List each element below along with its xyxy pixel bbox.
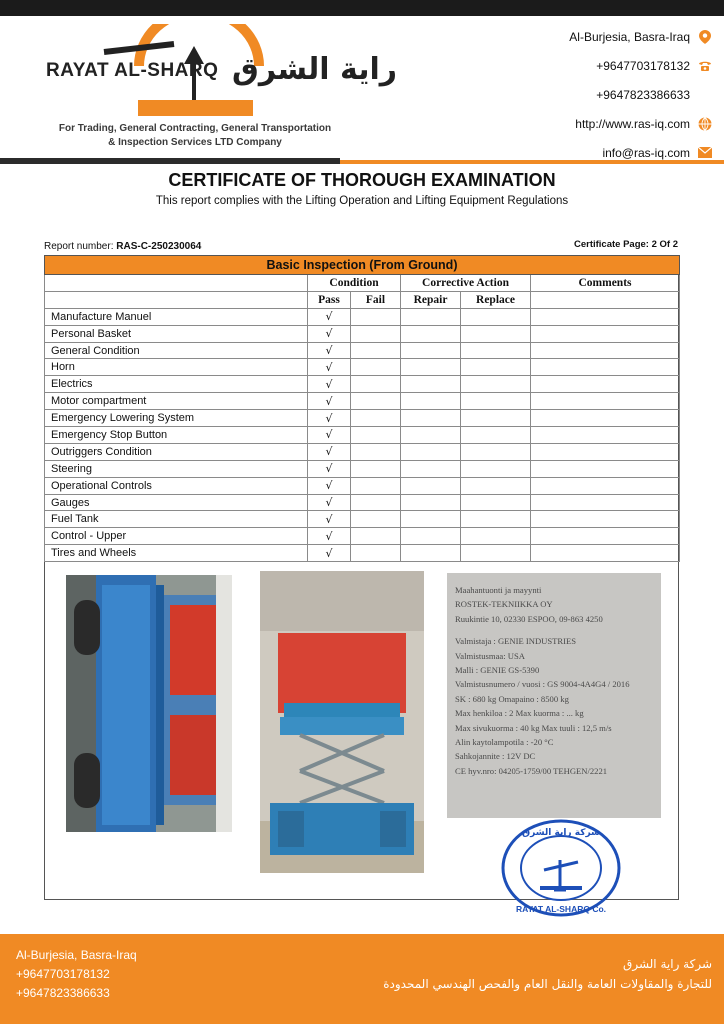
row-item-label: Electrics [45, 376, 308, 393]
contact-website-link[interactable]: http://www.ras-iq.com [575, 116, 690, 131]
row-repair-cell [401, 528, 461, 545]
table-row [45, 494, 680, 511]
row-replace-cell [461, 528, 531, 545]
row-repair-cell [401, 410, 461, 427]
row-pass-check: √ [308, 427, 351, 444]
nameplate-line: Max henkiloa : 2 Max kuorma : ... kg [455, 708, 584, 719]
photo-scissor-lift-side [66, 575, 232, 832]
header-divider-orange [340, 160, 724, 164]
row-pass-check: √ [308, 460, 351, 477]
inspection-rows [45, 308, 680, 561]
row-replace-cell [461, 460, 531, 477]
row-comments-cell [531, 410, 680, 427]
row-pass-check: √ [308, 511, 351, 528]
footer-address: Al-Burjesia, Basra-Iraq [16, 948, 137, 962]
row-comments-cell [531, 443, 680, 460]
table-header-row-2 [45, 291, 680, 308]
row-pass-check: √ [308, 494, 351, 511]
row-repair-cell [401, 376, 461, 393]
row-replace-cell [461, 325, 531, 342]
page-subtitle: This report complies with the Lifting Operation and Lifting Equipment Regulations [155, 195, 569, 207]
row-replace-cell [461, 342, 531, 359]
company-tagline [40, 122, 350, 150]
section-title: Basic Inspection (From Ground) [45, 256, 680, 275]
table-row [45, 359, 680, 376]
nameplate-line: Valmistaja : GENIE INDUSTRIES [455, 636, 577, 647]
header-fail: Fail [351, 291, 401, 308]
row-pass-check: √ [308, 342, 351, 359]
row-fail-cell [351, 410, 401, 427]
nameplate-line: Max sivukuorma : 40 kg Max tuuli : 12,5 m/s [455, 722, 612, 733]
table-header-row-1 [45, 275, 680, 292]
location-pin-icon [698, 30, 712, 44]
row-comments-cell [531, 427, 680, 444]
table-row [45, 393, 680, 410]
row-fail-cell [351, 325, 401, 342]
contact-email-link[interactable]: info@ras-iq.com [602, 145, 690, 160]
row-fail-cell [351, 342, 401, 359]
row-pass-check: √ [308, 545, 351, 562]
row-repair-cell [401, 325, 461, 342]
footer [0, 934, 724, 1024]
row-replace-cell [461, 477, 531, 494]
row-replace-cell [461, 443, 531, 460]
row-pass-check: √ [308, 410, 351, 427]
stamp-text-top: شركة راية الشرق [522, 828, 600, 838]
header-contacts [452, 22, 712, 167]
nameplate-line: Valmistusmaa: USA [455, 650, 525, 661]
row-item-label: Tires and Wheels [45, 545, 308, 562]
row-comments-cell [531, 545, 680, 562]
nameplate-line: SK : 680 kg Omapaino : 8500 kg [455, 693, 569, 704]
header-divider [0, 158, 724, 164]
table-row [45, 342, 680, 359]
contact-phone-2 [452, 80, 712, 109]
row-comments-cell [531, 494, 680, 511]
header-blank-2 [45, 291, 308, 308]
row-item-label: Emergency Stop Button [45, 427, 308, 444]
contact-address [452, 22, 712, 51]
header-blank-3 [531, 291, 680, 308]
row-fail-cell [351, 460, 401, 477]
contact-phone-1 [452, 51, 712, 80]
row-item-label: Emergency Lowering System [45, 410, 308, 427]
header-repair: Repair [401, 291, 461, 308]
row-comments-cell [531, 342, 680, 359]
tagline-line-1: For Trading, General Contracting, General Transportation [58, 123, 332, 134]
row-repair-cell [401, 359, 461, 376]
row-pass-check: √ [308, 325, 351, 342]
row-pass-check: √ [308, 528, 351, 545]
row-pass-check: √ [308, 477, 351, 494]
row-comments-cell [531, 376, 680, 393]
header-condition: Condition [308, 275, 401, 292]
nameplate-text [455, 583, 655, 778]
header-divider-dark [0, 158, 340, 164]
row-replace-cell [461, 494, 531, 511]
tagline-line-2: & Inspection Services LTD Company [108, 137, 282, 148]
row-replace-cell [461, 393, 531, 410]
table-row [45, 545, 680, 562]
header-blank [45, 275, 308, 292]
photo-nameplate [447, 573, 661, 818]
row-fail-cell [351, 494, 401, 511]
row-item-label: Personal Basket [45, 325, 308, 342]
stamp-text-bottom: RAYAT AL-SHARQ Co. [515, 904, 607, 914]
page-title: CERTIFICATE OF THOROUGH EXAMINATION [168, 170, 556, 190]
row-pass-check: √ [308, 393, 351, 410]
header-replace: Replace [461, 291, 531, 308]
row-replace-cell [461, 376, 531, 393]
company-stamp [500, 818, 622, 918]
row-comments-cell [531, 393, 680, 410]
contact-address-text: Al-Burjesia, Basra-Iraq [569, 29, 690, 44]
table-row [45, 410, 680, 427]
row-fail-cell [351, 477, 401, 494]
row-comments-cell [531, 460, 680, 477]
footer-phone-2[interactable]: +9647823386633 [16, 986, 110, 1000]
row-replace-cell [461, 427, 531, 444]
row-repair-cell [401, 460, 461, 477]
row-item-label: Motor compartment [45, 393, 308, 410]
top-bar [0, 0, 724, 16]
inspection-table [44, 255, 680, 562]
contact-phone-2-text[interactable]: +9647823386633 [596, 87, 690, 102]
row-pass-check: √ [308, 308, 351, 325]
footer-company-description-ar: للتجارة والمقاولات العامة والنقل العام والفحص الهندسي المحدودة [383, 977, 712, 991]
nameplate-line: Alin kaytolampotila : -20 °C [455, 737, 554, 748]
row-repair-cell [401, 427, 461, 444]
header-comments: Comments [531, 275, 680, 292]
phone-icon [698, 59, 712, 73]
footer-company-arabic [383, 954, 712, 994]
row-repair-cell [401, 393, 461, 410]
row-repair-cell [401, 477, 461, 494]
row-replace-cell [461, 308, 531, 325]
header-pass: Pass [308, 291, 351, 308]
row-repair-cell [401, 494, 461, 511]
table-section-header [45, 256, 680, 275]
row-repair-cell [401, 511, 461, 528]
row-comments-cell [531, 308, 680, 325]
nameplate-line: CE hyv.nro: 04205-1759/00 TEHGEN/2221 [455, 765, 608, 776]
row-item-label: Steering [45, 460, 308, 477]
contact-phone-1-text[interactable]: +9647703178132 [596, 58, 690, 73]
row-repair-cell [401, 443, 461, 460]
row-item-label: Operational Controls [45, 477, 308, 494]
footer-contacts [16, 946, 137, 1003]
table-row [45, 511, 680, 528]
row-item-label: Outriggers Condition [45, 443, 308, 460]
row-replace-cell [461, 511, 531, 528]
row-fail-cell [351, 511, 401, 528]
row-replace-cell [461, 359, 531, 376]
row-item-label: General Condition [45, 342, 308, 359]
report-number [44, 241, 201, 252]
row-fail-cell [351, 443, 401, 460]
row-item-label: Gauges [45, 494, 308, 511]
row-replace-cell [461, 410, 531, 427]
row-item-label: Fuel Tank [45, 511, 308, 528]
row-fail-cell [351, 376, 401, 393]
brand-name-english: RAYAT AL-SHARQ [46, 60, 219, 81]
row-comments-cell [531, 511, 680, 528]
row-comments-cell [531, 325, 680, 342]
footer-company-name-ar: شركة راية الشرق [623, 957, 712, 971]
row-repair-cell [401, 342, 461, 359]
report-number-label: Report number: [44, 241, 114, 252]
brand-name-arabic: راية الشرق [232, 52, 398, 87]
photo-scissor-lift-side-graphic [66, 575, 232, 832]
row-item-label: Horn [45, 359, 308, 376]
nameplate-line: Maahantuonti ja mayynti [455, 585, 542, 595]
table-row [45, 376, 680, 393]
table-row [45, 308, 680, 325]
table-row [45, 460, 680, 477]
nameplate-line: ROSTEK-TEKNIIKKA OY [455, 599, 553, 610]
header-corrective-action: Corrective Action [401, 275, 531, 292]
photo-scissor-lift-front-graphic [260, 571, 424, 873]
row-item-label: Control - Upper [45, 528, 308, 545]
nameplate-line: Sahkojannite : 12V DC [455, 751, 536, 762]
row-fail-cell [351, 359, 401, 376]
row-fail-cell [351, 427, 401, 444]
row-pass-check: √ [308, 443, 351, 460]
report-number-value: RAS-C-250230064 [116, 241, 202, 252]
row-comments-cell [531, 477, 680, 494]
row-comments-cell [531, 528, 680, 545]
table-row [45, 528, 680, 545]
row-pass-check: √ [308, 376, 351, 393]
table-row [45, 477, 680, 494]
certificate-page: Certificate Page: 2 Of 2 [573, 239, 678, 250]
row-fail-cell [351, 308, 401, 325]
footer-phone-1[interactable]: +9647703178132 [16, 967, 110, 981]
photo-scissor-lift-front [260, 571, 424, 873]
nameplate-line: Malli : GENIE GS-5390 [455, 665, 540, 676]
nameplate-line: Valmistusnumero / vuosi : GS 9004-4A4G4 / 2016 [455, 679, 630, 690]
row-pass-check: √ [308, 359, 351, 376]
row-item-label: Manufacture Manuel [45, 308, 308, 325]
row-replace-cell [461, 545, 531, 562]
contact-website [452, 109, 712, 138]
row-repair-cell [401, 545, 461, 562]
contact-spacer [698, 88, 712, 102]
row-fail-cell [351, 393, 401, 410]
table-row [45, 325, 680, 342]
row-fail-cell [351, 545, 401, 562]
table-row [45, 443, 680, 460]
row-fail-cell [351, 528, 401, 545]
globe-icon [698, 117, 712, 131]
row-repair-cell [401, 308, 461, 325]
row-comments-cell [531, 359, 680, 376]
nameplate-line: Ruukintie 10, 02330 ESPOO, 09-863 4250 [455, 613, 603, 624]
table-row [45, 427, 680, 444]
